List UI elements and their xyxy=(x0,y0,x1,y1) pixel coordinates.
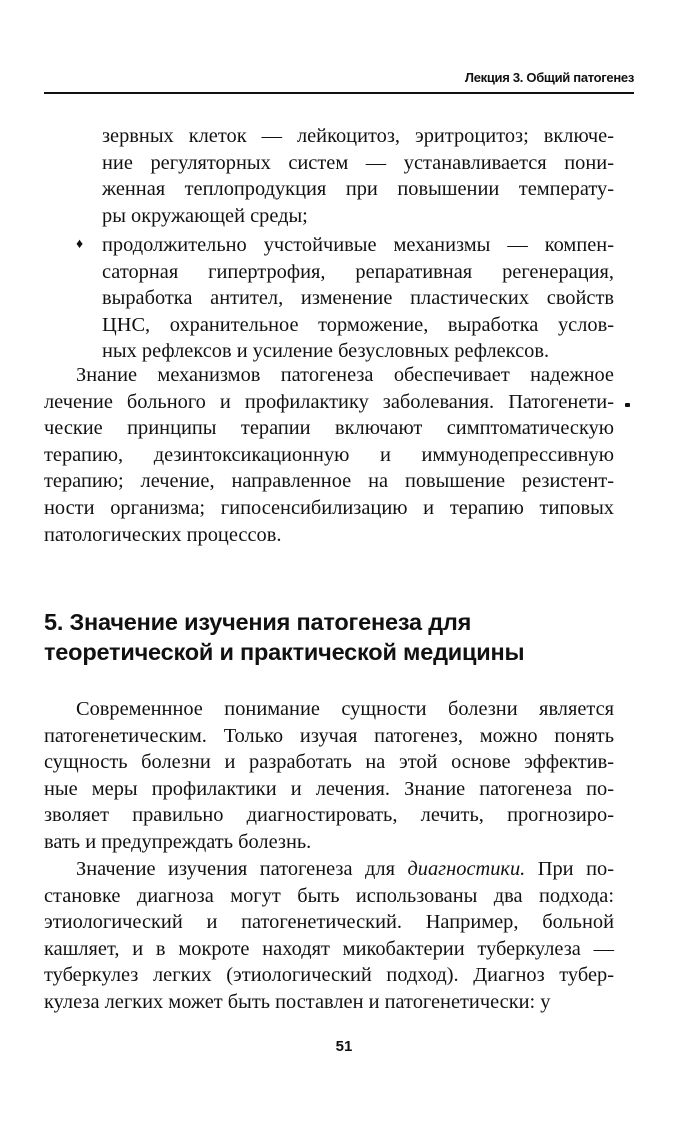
text-line: зволяет правильно диагностировать, лечить, прогнозиро- xyxy=(44,804,614,827)
text-line: женная теплопродукция при повышении температу- xyxy=(102,178,614,201)
text-line: патологических процессов. xyxy=(44,523,282,546)
text-line: терапию, дезинтоксикационную и иммунодепрессивную xyxy=(44,443,614,466)
text-line: Современнное понимание сущности болезни является xyxy=(76,698,614,720)
continuation-text xyxy=(102,123,614,229)
text-line: зервных клеток — лейкоцитоз, эритроцитоз; включе- xyxy=(102,125,614,147)
text-line: патогенетическим. Только изучая патогенез, можно понять xyxy=(44,724,614,747)
text-line: ры окружающей среды; xyxy=(102,204,308,227)
text-line: лечение больного и профилактику заболевания. Патогенети- xyxy=(44,390,614,413)
text-line: продолжительно учстойчивые механизмы — компен- xyxy=(102,234,614,256)
text-line: ческие принципы терапии включают симптоматическую xyxy=(44,417,614,440)
heading-line: 5. Значение изучения патогенеза для xyxy=(44,609,472,635)
bullet-text xyxy=(102,232,614,365)
text-line xyxy=(44,856,614,883)
heading-line: теоретической и практической медицины xyxy=(44,639,525,665)
text-line: сущность болезни и разработать на этой основе эффектив- xyxy=(44,751,614,774)
running-header: Лекция 3. Общий патогенез xyxy=(464,70,634,85)
text-line: становке диагноза могут быть использованы два подхода: xyxy=(44,884,614,907)
text-line: ЦНС, охранительное торможение, выработка услов- xyxy=(102,313,614,336)
text-line: терапию; лечение, направленное на повышение резистент- xyxy=(44,470,614,493)
header-rule xyxy=(44,92,634,94)
text-line: этиологический и патогенетический. Например, больной xyxy=(44,911,614,934)
bullet-item xyxy=(76,232,614,365)
text-line: кулеза легких может быть поставлен и патогенетически: у xyxy=(44,990,551,1013)
text-line: ные меры профилактики и лечения. Знание патогенеза по- xyxy=(44,777,614,800)
text-line: саторная гипертрофия, репаративная регенерация, xyxy=(102,260,614,283)
diamond-bullet-icon: ♦ xyxy=(76,237,84,252)
text-line: ности организма; гипосенсибилизацию и терапию типовых xyxy=(44,496,614,519)
text-line: кашляет, и в мокроте находят микобактерии туберкулеза — xyxy=(44,937,614,960)
italic-term: диагностики. xyxy=(407,858,526,880)
text-line: выработка антител, изменение пластических свойств xyxy=(102,287,614,310)
text-line: туберкулез легких (этиологический подход). Диагноз тубер- xyxy=(44,964,614,987)
text-line: ние регуляторных систем — устанавливается пони- xyxy=(102,151,614,174)
paragraph-diagnostics xyxy=(44,856,614,1016)
print-speck xyxy=(625,403,630,407)
section-heading xyxy=(44,607,624,667)
text-line: Знание механизмов патогенеза обеспечивает надежное xyxy=(76,364,614,386)
page-number: 51 xyxy=(335,1038,353,1055)
text-run: При по- xyxy=(525,858,614,880)
text-line: ных рефлексов и усиление безусловных рефлексов. xyxy=(102,340,550,363)
text-run: Значение изучения патогенеза для xyxy=(76,858,408,880)
text-line: вать и предупреждать болезнь. xyxy=(44,830,312,853)
paragraph-modern-understanding xyxy=(44,696,614,856)
paragraph-pathogenesis-knowledge xyxy=(44,362,614,548)
